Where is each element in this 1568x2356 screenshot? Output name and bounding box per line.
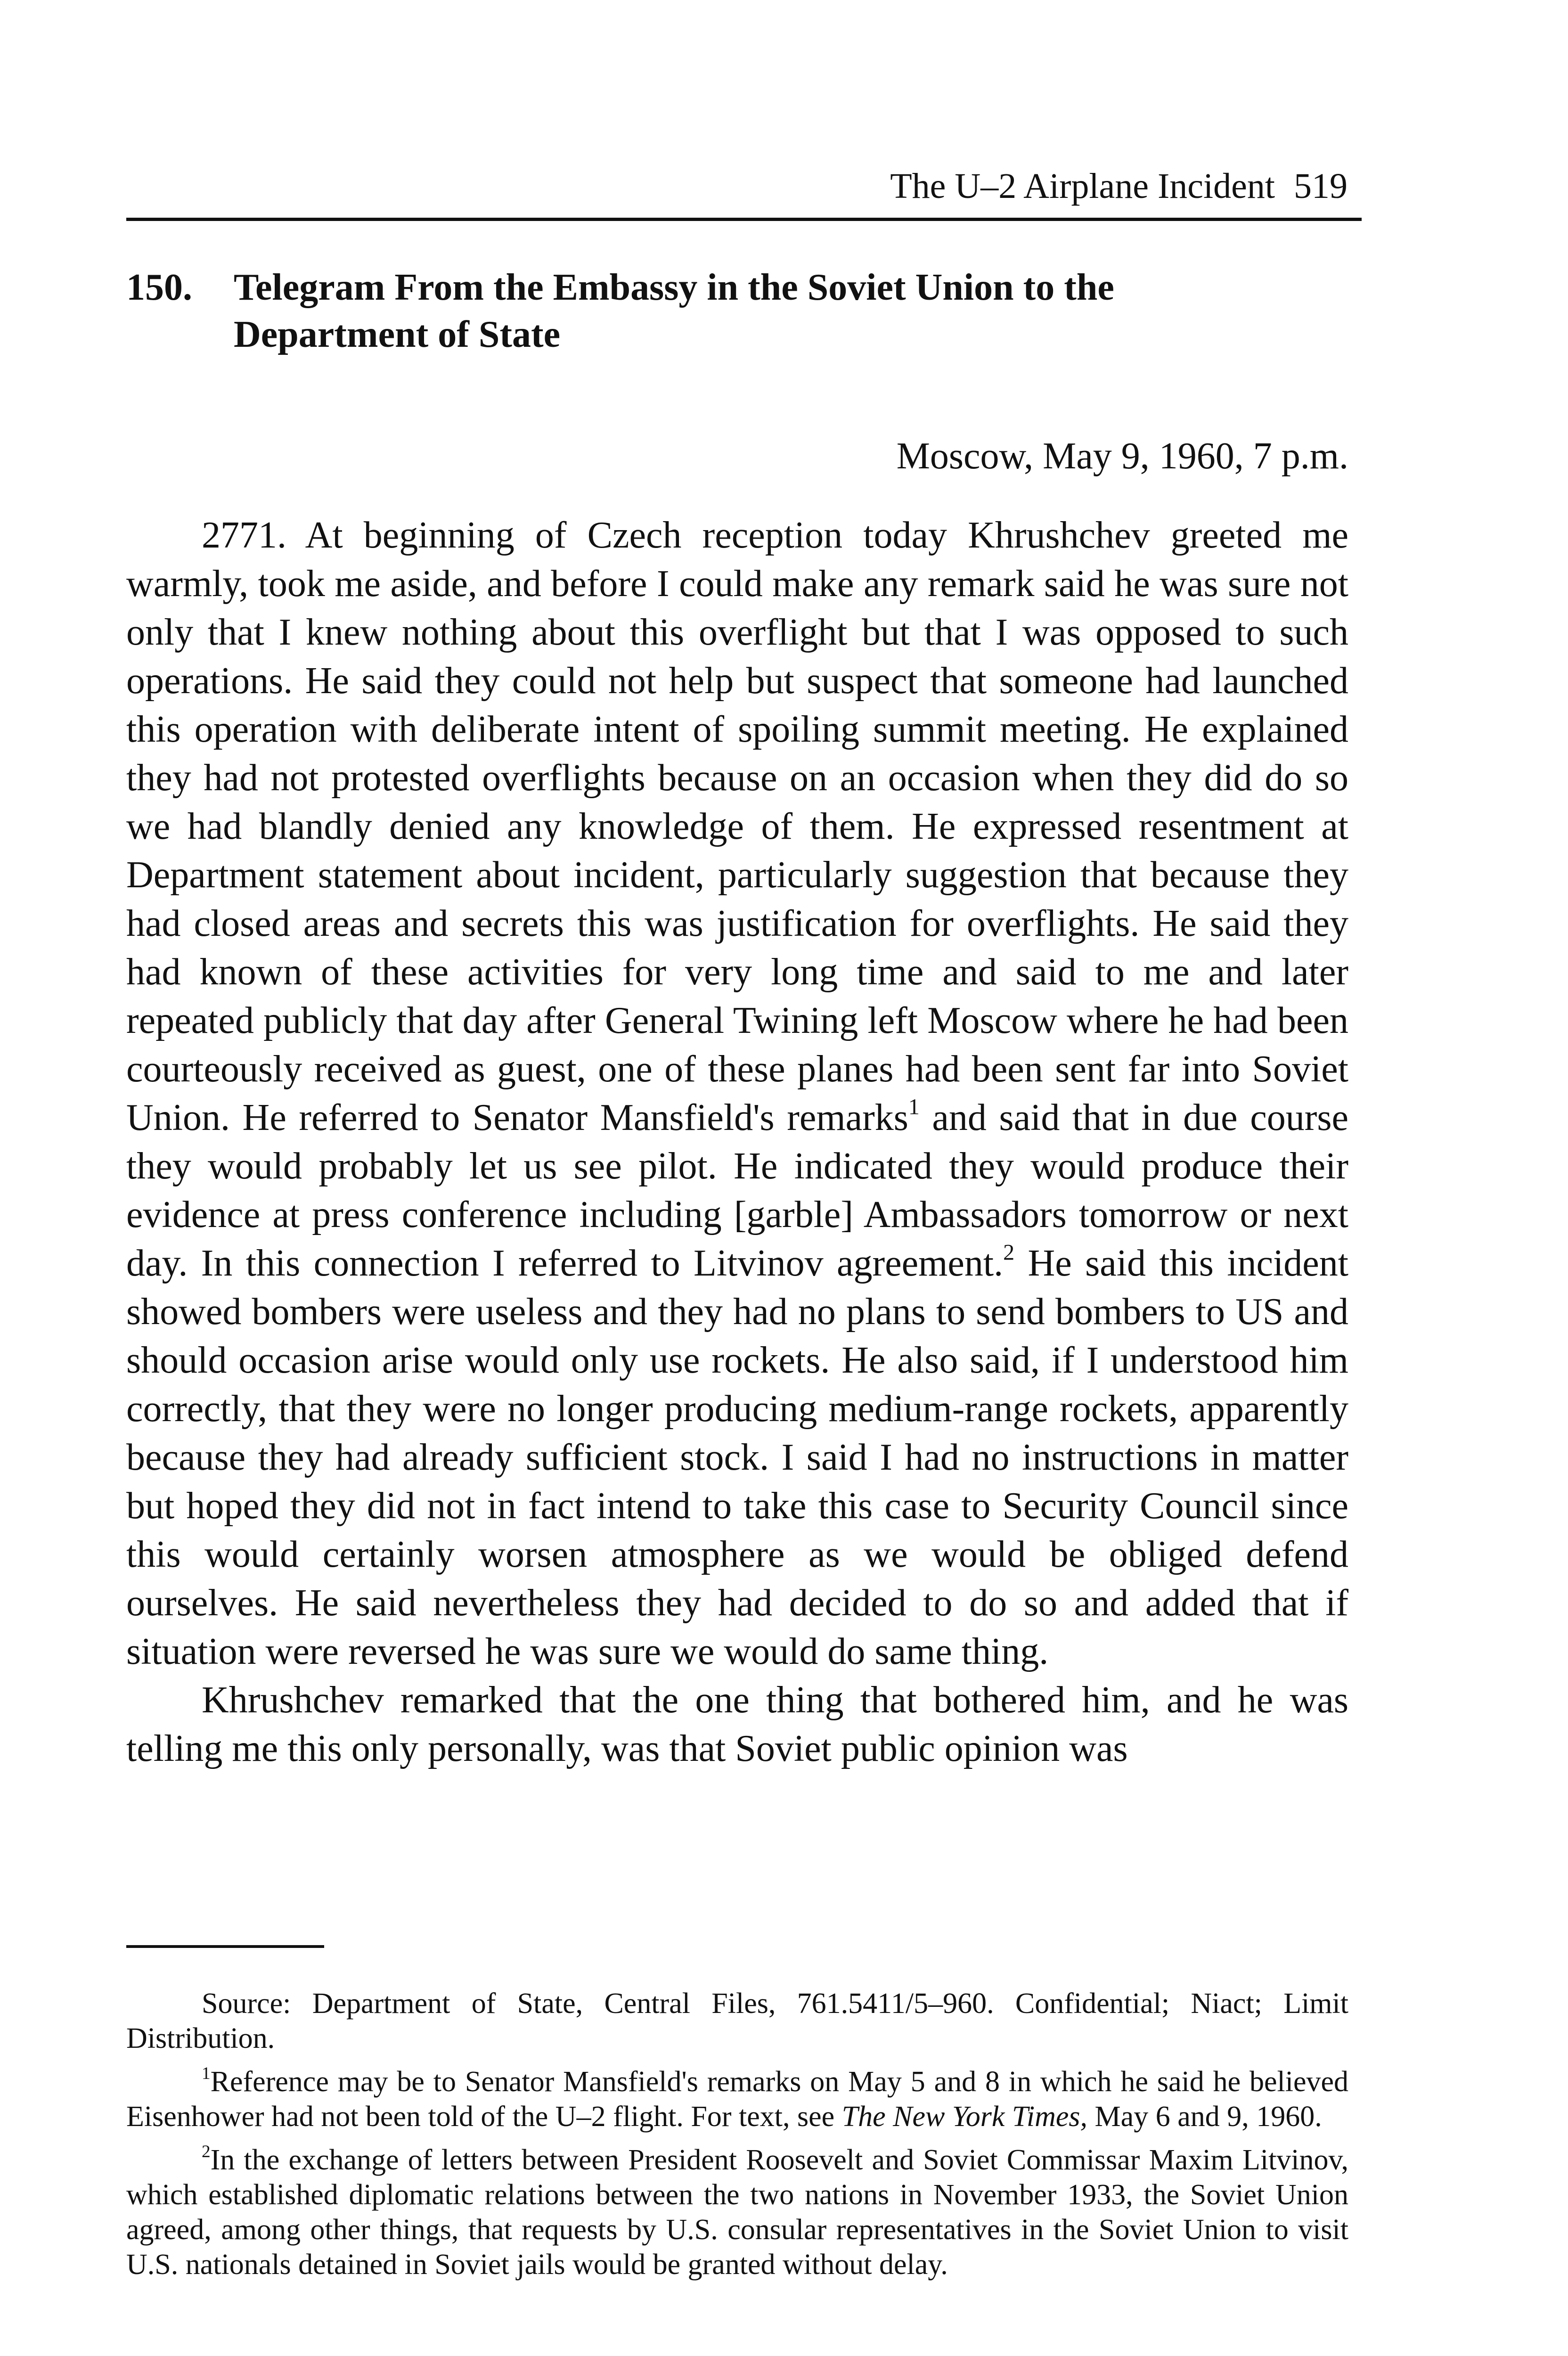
document-title: Telegram From the Embassy in the Soviet Union to the Department of State: [234, 267, 1114, 355]
footnote-2-text: In the exchange of letters between President Roosevelt and Soviet Commissar Maxim Litvinov, which established diplomatic relations between the two nations in November 1933, the Soviet Union agreed, among other things, that requests by U.S. consular representatives in the Soviet Union to visit U.S. nationals detained in Soviet jails would be granted without delay.: [126, 2144, 1348, 2281]
page-number: 519: [1294, 166, 1348, 206]
document-number: 150.: [126, 267, 192, 308]
footnote-rule: [126, 1945, 324, 1948]
footnote-1-marker: 1: [202, 2063, 211, 2083]
footnote-1-text-b: May 6 and 9, 1960.: [1087, 2101, 1322, 2133]
source-note: Source: Department of State, Central Files, 761.5411/5–960. Confidential; Niact; Limit Distribution.: [126, 1988, 1348, 2054]
dateline: Moscow, May 9, 1960, 7 p.m.: [896, 435, 1348, 477]
document-body: [126, 511, 1348, 1773]
running-head-title: The U–2 Airplane Incident: [890, 166, 1275, 206]
body-paragraph-2: Khrushchev remarked that the one thing that bothered him, and he was telling me this only personally, was that Soviet public opinion was: [126, 1679, 1348, 1769]
running-head: [792, 165, 1348, 207]
body-paragraph-1: [126, 511, 1348, 1676]
footnote-1: [126, 2064, 1348, 2134]
footnote-2: [126, 2143, 1348, 2282]
paragraph-1-text-a: 2771. At beginning of Czech reception today Khrushchev greeted me warmly, took me aside, and before I could make any remark said he was sure not only that I knew nothing about this overflight but that I was opposed to such operations. He said they could not help but suspect that someone had launched this operation with deliberate intent of spoiling summit meeting. He explained they had not protested overflights because on an occasion when they did do so we had blandly denied any knowledge of them. He expressed resentment at Department statement about incident, particularly suggestion that because they had closed areas and secrets this was justification for overflights. He said they had known of these activities for very long time and said to me and later repeated publicly that day after General Twining left Moscow where he had been courteously received as guest, one of these planes had been sent far into Soviet Union. He referred to Senator Mansfield's remarks: [126, 515, 1348, 1138]
footnote-2-marker: 2: [202, 2142, 211, 2161]
footnote-ref-2: 2: [1003, 1240, 1015, 1265]
footnotes: [126, 1986, 1348, 2291]
footnote-ref-1: 1: [908, 1094, 920, 1120]
header-rule: [126, 218, 1362, 221]
paragraph-1-text-b: and said that in due course they would probably let us see pilot. He indicated they would produce their evidence at press conference including [garble] Ambassadors tomorrow or next day. In this connection I referred to Litvinov agreement.: [126, 1097, 1349, 1284]
paragraph-1-text-c: He said this incident showed bombers were useless and they had no plans to send bombers to US and should occasion arise would only use rockets. He also said, if I understood him correctly, that they were no longer producing medium-range rockets, apparently because they had already sufficient stock. I said I had no instructions in matter but hoped they did not in fact intend to take this case to Security Council since this would certainly worsen atmosphere as we would be obliged defend ourselves. He said nevertheless they had decided to do so and added that if situation were reversed he was sure we would do same thing.: [126, 1243, 1348, 1672]
footnote-1-italic: The New York Times,: [841, 2101, 1088, 2133]
footnote-1-text-a: Reference may be to Senator Mansfield's remarks on May 5 and 8 in which he said he believed Eisenhower had not been told of the U–2 flight. For text, see: [126, 2066, 1348, 2133]
